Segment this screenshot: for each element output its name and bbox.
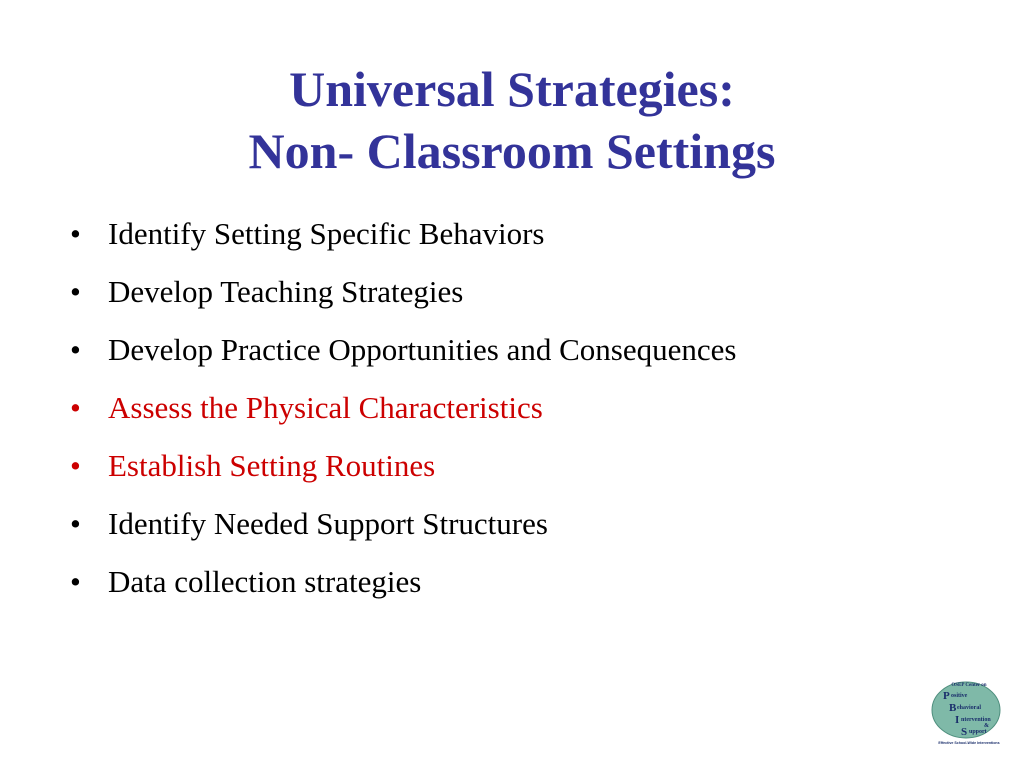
- bullet-text: Identify Needed Support Structures: [108, 506, 548, 541]
- logo-ampersand: &: [984, 723, 989, 729]
- bullet-item: [70, 386, 830, 430]
- logo-letter: S: [961, 726, 968, 738]
- bullet-dot: •: [70, 216, 81, 251]
- logo-top-text: OSEP Center on: [951, 683, 987, 688]
- bullet-dot: •: [70, 448, 81, 483]
- pbis-logo: [928, 680, 1010, 746]
- bullet-text: Develop Practice Opportunities and Consequences: [108, 332, 737, 367]
- bullet-text: Identify Setting Specific Behaviors: [108, 216, 545, 251]
- bullet-text: Develop Teaching Strategies: [108, 274, 464, 309]
- bullet-item: [70, 444, 830, 488]
- pbis-logo-graphic: [928, 680, 1010, 746]
- logo-letter: P: [943, 690, 950, 702]
- logo-word: upport: [969, 729, 987, 735]
- bullet-text: Establish Setting Routines: [108, 448, 436, 483]
- bullet-item: [70, 212, 830, 256]
- logo-word: ntervention: [961, 717, 991, 723]
- slide-title: [0, 58, 1024, 182]
- logo-word: ositive: [951, 693, 968, 699]
- bullet-list: [70, 212, 830, 618]
- logo-bottom-text: Effective School-Wide Interventions: [938, 741, 1000, 745]
- bullet-dot: •: [70, 390, 81, 425]
- bullet-dot: •: [70, 506, 81, 541]
- bullet-item: [70, 328, 830, 372]
- bullet-text: Assess the Physical Characteristics: [108, 390, 543, 425]
- bullet-item: [70, 270, 830, 314]
- bullet-dot: •: [70, 274, 81, 309]
- bullet-dot: •: [70, 564, 81, 599]
- title-line-2: Non- Classroom Settings: [248, 122, 776, 179]
- bullet-item: [70, 560, 830, 604]
- bullet-text: Data collection strategies: [108, 564, 422, 599]
- title-line-1: Universal Strategies:: [289, 60, 735, 117]
- bullet-dot: •: [70, 332, 81, 367]
- bullet-item: [70, 502, 830, 546]
- logo-letter: I: [955, 714, 960, 726]
- logo-letter: B: [949, 702, 957, 714]
- logo-word: ehavioral: [957, 705, 981, 711]
